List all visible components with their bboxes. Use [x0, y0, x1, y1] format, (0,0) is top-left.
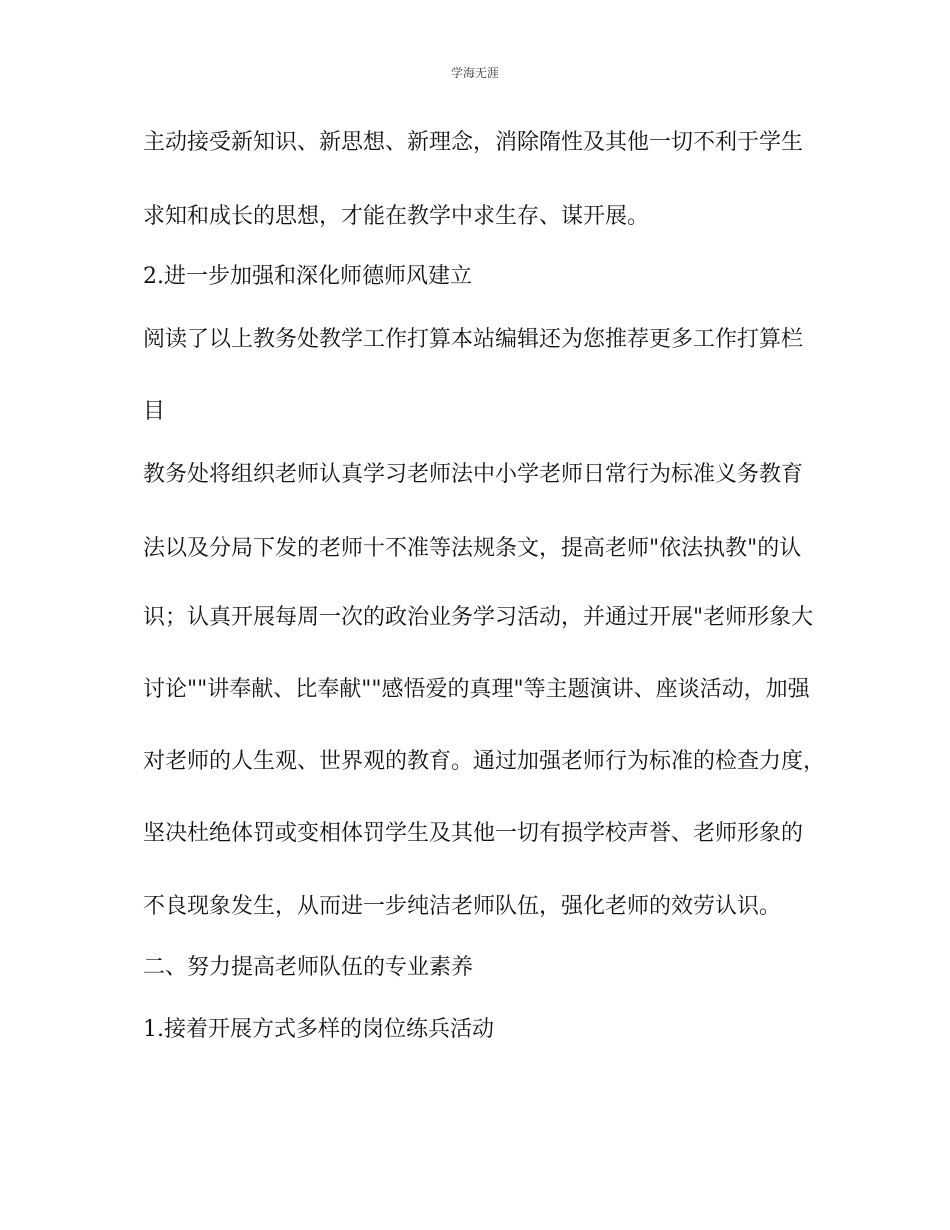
- page-header: 学海无涯: [450, 66, 499, 80]
- text-line: 识；认真开展每周一次的政治业务学习活动，并通过开展"老师形象大: [143, 605, 814, 630]
- text-line: 讨论""讲奉献、比奉献""感悟爱的真理"等主题演讲、座谈活动，加强: [143, 677, 810, 702]
- section-heading: 二、努力提高老师队伍的专业素养: [143, 955, 474, 980]
- text-line: 主动接受新知识、新思想、新理念，消除隋性及其他一切不利于学生: [143, 130, 804, 155]
- section-heading: 2.进一步加强和深化师德师风建立: [143, 264, 472, 289]
- text-line: 目: [143, 399, 166, 424]
- text-line: 阅读了以上教务处教学工作打算本站编辑还为您推荐更多工作打算栏: [143, 327, 804, 352]
- text-line: 对老师的人生观、世界观的教育。通过加强老师行为标准的检查力度，: [143, 749, 826, 774]
- text-line: 求知和成长的思想，才能在教学中求生存、谋开展。: [143, 204, 650, 229]
- text-line: 教务处将组织老师认真学习老师法中小学老师日常行为标准义务教育: [143, 462, 804, 487]
- text-line: 不良现象发生，从而进一步纯洁老师队伍，强化老师的效劳认识。: [143, 894, 782, 919]
- section-heading: 1.接着开展方式多样的岗位练兵活动: [143, 1017, 494, 1042]
- text-line: 坚决杜绝体罚或变相体罚学生及其他一切有损学校声誉、老师形象的: [143, 821, 804, 846]
- text-line: 法以及分局下发的老师十不准等法规条文，提高老师"依法执教"的认: [143, 536, 802, 561]
